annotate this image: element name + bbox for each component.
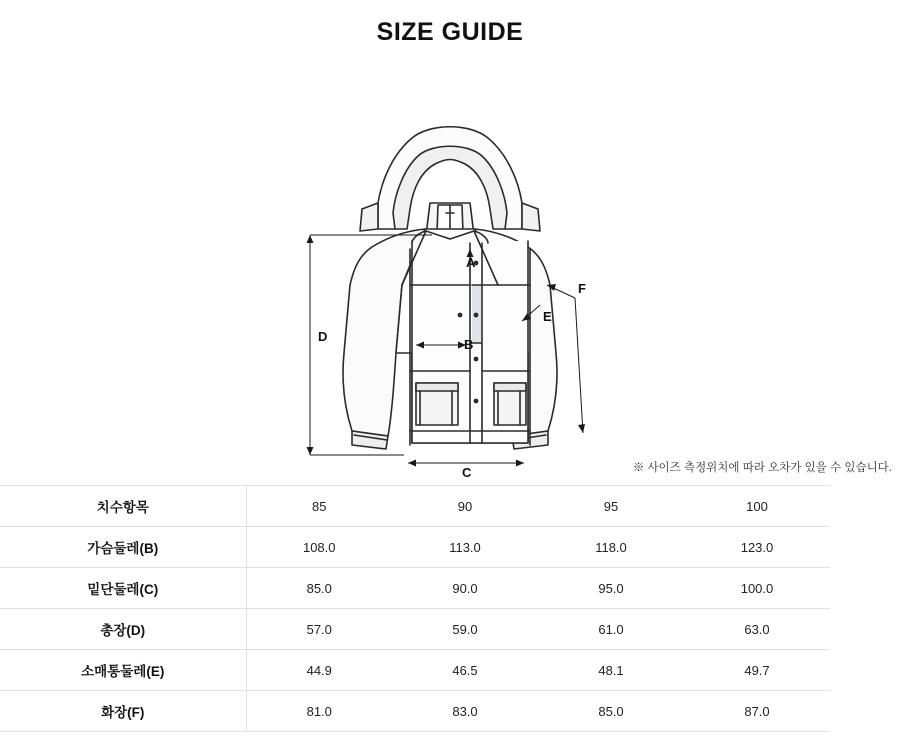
table-row	[0, 691, 900, 732]
row-spacer	[830, 527, 900, 568]
size-table	[0, 485, 900, 732]
cell-hem-85: 85.0	[246, 568, 392, 609]
table-row	[0, 650, 900, 691]
table-header-row	[0, 486, 900, 527]
row-label-hem: 밑단둘레(C)	[0, 568, 246, 609]
page-title: SIZE GUIDE	[376, 18, 524, 46]
row-spacer	[830, 568, 900, 609]
cell-chest-100: 123.0	[684, 527, 830, 568]
table-row	[0, 609, 900, 650]
row-label-sleeve-circumference: 소매통둘레(E)	[0, 650, 246, 691]
cell-sleeve-circ-100: 49.7	[684, 650, 830, 691]
cell-sleeve-len-100: 87.0	[684, 691, 830, 732]
table-row	[0, 527, 900, 568]
measurement-note: ※ 사이즈 측정위치에 따라 오차가 있을 수 있습니다.	[632, 462, 892, 474]
cell-length-85: 57.0	[246, 609, 392, 650]
cell-hem-100: 100.0	[684, 568, 830, 609]
cell-hem-95: 95.0	[538, 568, 684, 609]
cell-chest-90: 113.0	[392, 527, 538, 568]
cell-chest-95: 118.0	[538, 527, 684, 568]
cell-sleeve-circ-90: 46.5	[392, 650, 538, 691]
cell-length-90: 59.0	[392, 609, 538, 650]
cell-hem-90: 90.0	[392, 568, 538, 609]
row-label-length: 총장(D)	[0, 609, 246, 650]
cell-sleeve-circ-85: 44.9	[246, 650, 392, 691]
header-label: 치수항목	[0, 486, 246, 527]
row-label-chest: 가슴둘레(B)	[0, 527, 246, 568]
row-spacer	[830, 650, 900, 691]
cell-sleeve-circ-95: 48.1	[538, 650, 684, 691]
row-spacer	[830, 691, 900, 732]
table-row	[0, 568, 900, 609]
label-b: B	[464, 337, 474, 352]
cell-sleeve-len-85: 81.0	[246, 691, 392, 732]
cell-sleeve-len-90: 83.0	[392, 691, 538, 732]
header-size-90: 90	[392, 486, 538, 527]
label-c: C	[462, 465, 472, 480]
header-size-100: 100	[684, 486, 830, 527]
row-label-sleeve-length: 화장(F)	[0, 691, 246, 732]
label-e: E	[543, 309, 552, 324]
label-f: F	[578, 281, 586, 296]
header-size-95: 95	[538, 486, 684, 527]
cell-sleeve-len-95: 85.0	[538, 691, 684, 732]
label-a: A	[466, 255, 476, 270]
cell-length-100: 63.0	[684, 609, 830, 650]
header-spacer	[830, 486, 900, 527]
row-spacer	[830, 609, 900, 650]
cell-length-95: 61.0	[538, 609, 684, 650]
label-d: D	[318, 329, 328, 344]
header-size-85: 85	[246, 486, 392, 527]
cell-chest-85: 108.0	[246, 527, 392, 568]
